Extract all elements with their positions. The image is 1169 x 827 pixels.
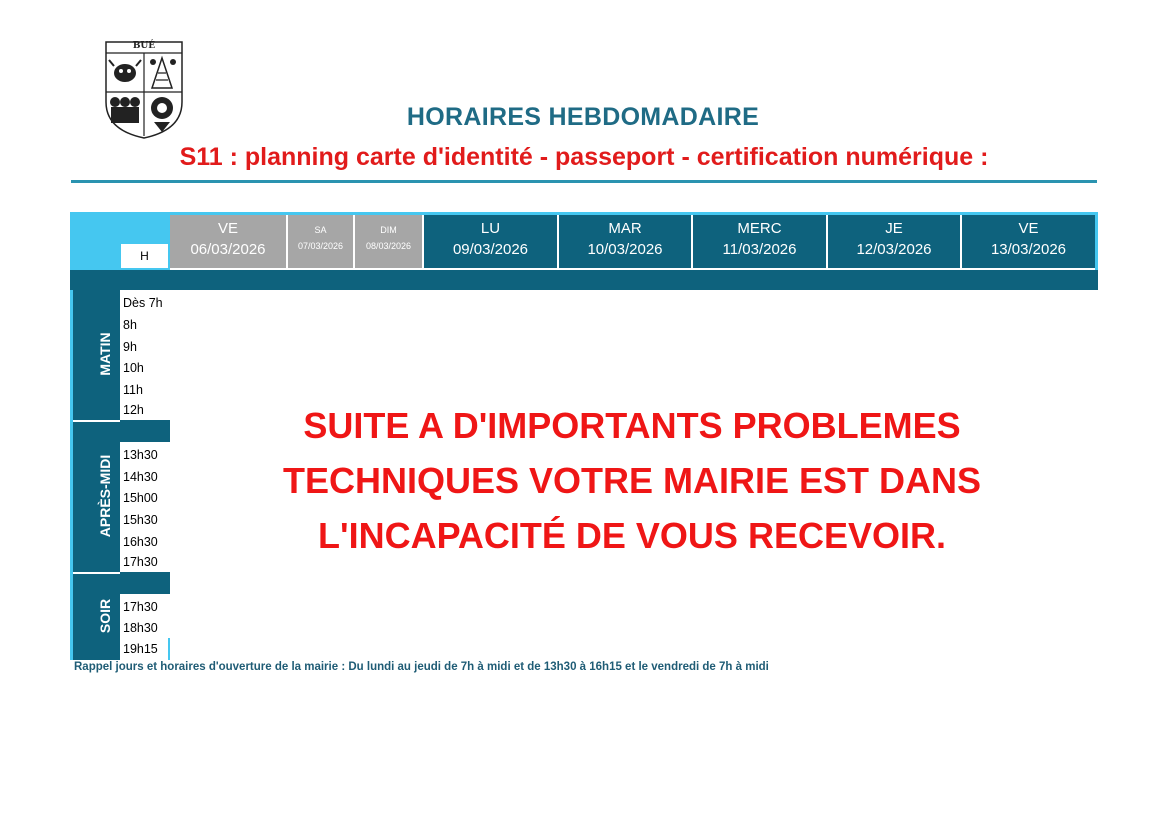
- time-slot: 8h: [123, 318, 137, 332]
- day-header-mar: [559, 215, 691, 268]
- notice-line-2: TECHNIQUES VOTRE MAIRIE EST DANS: [282, 460, 982, 501]
- header-divider: [71, 180, 1097, 183]
- time-slot: 19h15: [123, 642, 158, 656]
- notice-line-1: SUITE A D'IMPORTANTS PROBLEMES: [303, 405, 961, 446]
- time-slot: 10h: [123, 361, 144, 375]
- day-header-lu: [424, 215, 557, 268]
- time-slot: 12h: [123, 403, 144, 417]
- header-band: [70, 270, 1098, 290]
- day-name: VE: [1018, 220, 1039, 237]
- section-separator-2: [120, 572, 170, 594]
- day-name: MERC: [737, 220, 782, 237]
- town-logo: [104, 40, 184, 140]
- day-name: MAR: [608, 220, 642, 237]
- day-name: VE: [217, 220, 238, 237]
- time-slot: Dès 7h: [123, 296, 163, 310]
- day-header-merc: [693, 215, 826, 268]
- page-title: HORAIRES HEBDOMADAIRE: [406, 103, 760, 131]
- time-slot: 13h30: [123, 448, 158, 462]
- day-header-ve-1: [170, 215, 286, 268]
- coat-of-arms-icon: [104, 40, 184, 140]
- header-top-edge: [170, 212, 1098, 215]
- day-header-dim: [355, 215, 422, 268]
- last-row-edge: [168, 638, 170, 660]
- time-slot: 15h30: [123, 513, 158, 527]
- day-date: 13/03/2026: [990, 241, 1067, 258]
- day-name: LU: [480, 220, 501, 237]
- closure-notice: [232, 398, 1032, 563]
- day-header-je: [828, 215, 960, 268]
- section-label-soir: SOIR: [97, 598, 113, 634]
- time-slot: 14h30: [123, 470, 158, 484]
- day-header-sa: [288, 215, 353, 268]
- day-date: 10/03/2026: [587, 241, 663, 258]
- section-separator-1: [120, 420, 170, 442]
- day-date: 07/03/2026: [297, 241, 344, 251]
- section-label-matin: MATIN: [97, 332, 113, 376]
- page-subtitle: S11 : planning carte d'identité - passeport - certification numérique :: [179, 143, 989, 171]
- day-date: 08/03/2026: [365, 241, 412, 251]
- day-date: 06/03/2026: [190, 241, 266, 258]
- day-date: 09/03/2026: [452, 241, 529, 258]
- time-slot: 18h30: [123, 621, 158, 635]
- opening-hours-reminder: Rappel jours et horaires d'ouverture de la mairie : Du lundi au jeudi de 7h à midi et de 13h30 à 16h15 et le vendredi de 7h à midi: [74, 661, 769, 673]
- time-slot: 17h30: [123, 600, 158, 614]
- time-slot: 9h: [123, 340, 137, 354]
- notice-line-3: L'INCAPACITÉ DE VOUS RECEVOIR.: [318, 515, 946, 556]
- day-name: DIM: [380, 225, 397, 235]
- time-slot: 11h: [123, 383, 143, 397]
- day-header-ve-2: [962, 215, 1095, 268]
- day-date: 12/03/2026: [856, 241, 932, 258]
- time-slot: 16h30: [123, 535, 158, 549]
- section-label-apres-midi: APRÈS-MIDI: [97, 454, 113, 538]
- day-name: SA: [314, 225, 327, 235]
- logo-town-name: BUÉ: [132, 41, 156, 51]
- time-slot: 17h30: [123, 555, 158, 569]
- hour-column-header: H: [121, 244, 168, 268]
- time-slot: 15h00: [123, 491, 158, 505]
- header-right-edge: [1095, 212, 1098, 270]
- day-date: 11/03/2026: [722, 241, 797, 258]
- day-name: JE: [885, 220, 903, 237]
